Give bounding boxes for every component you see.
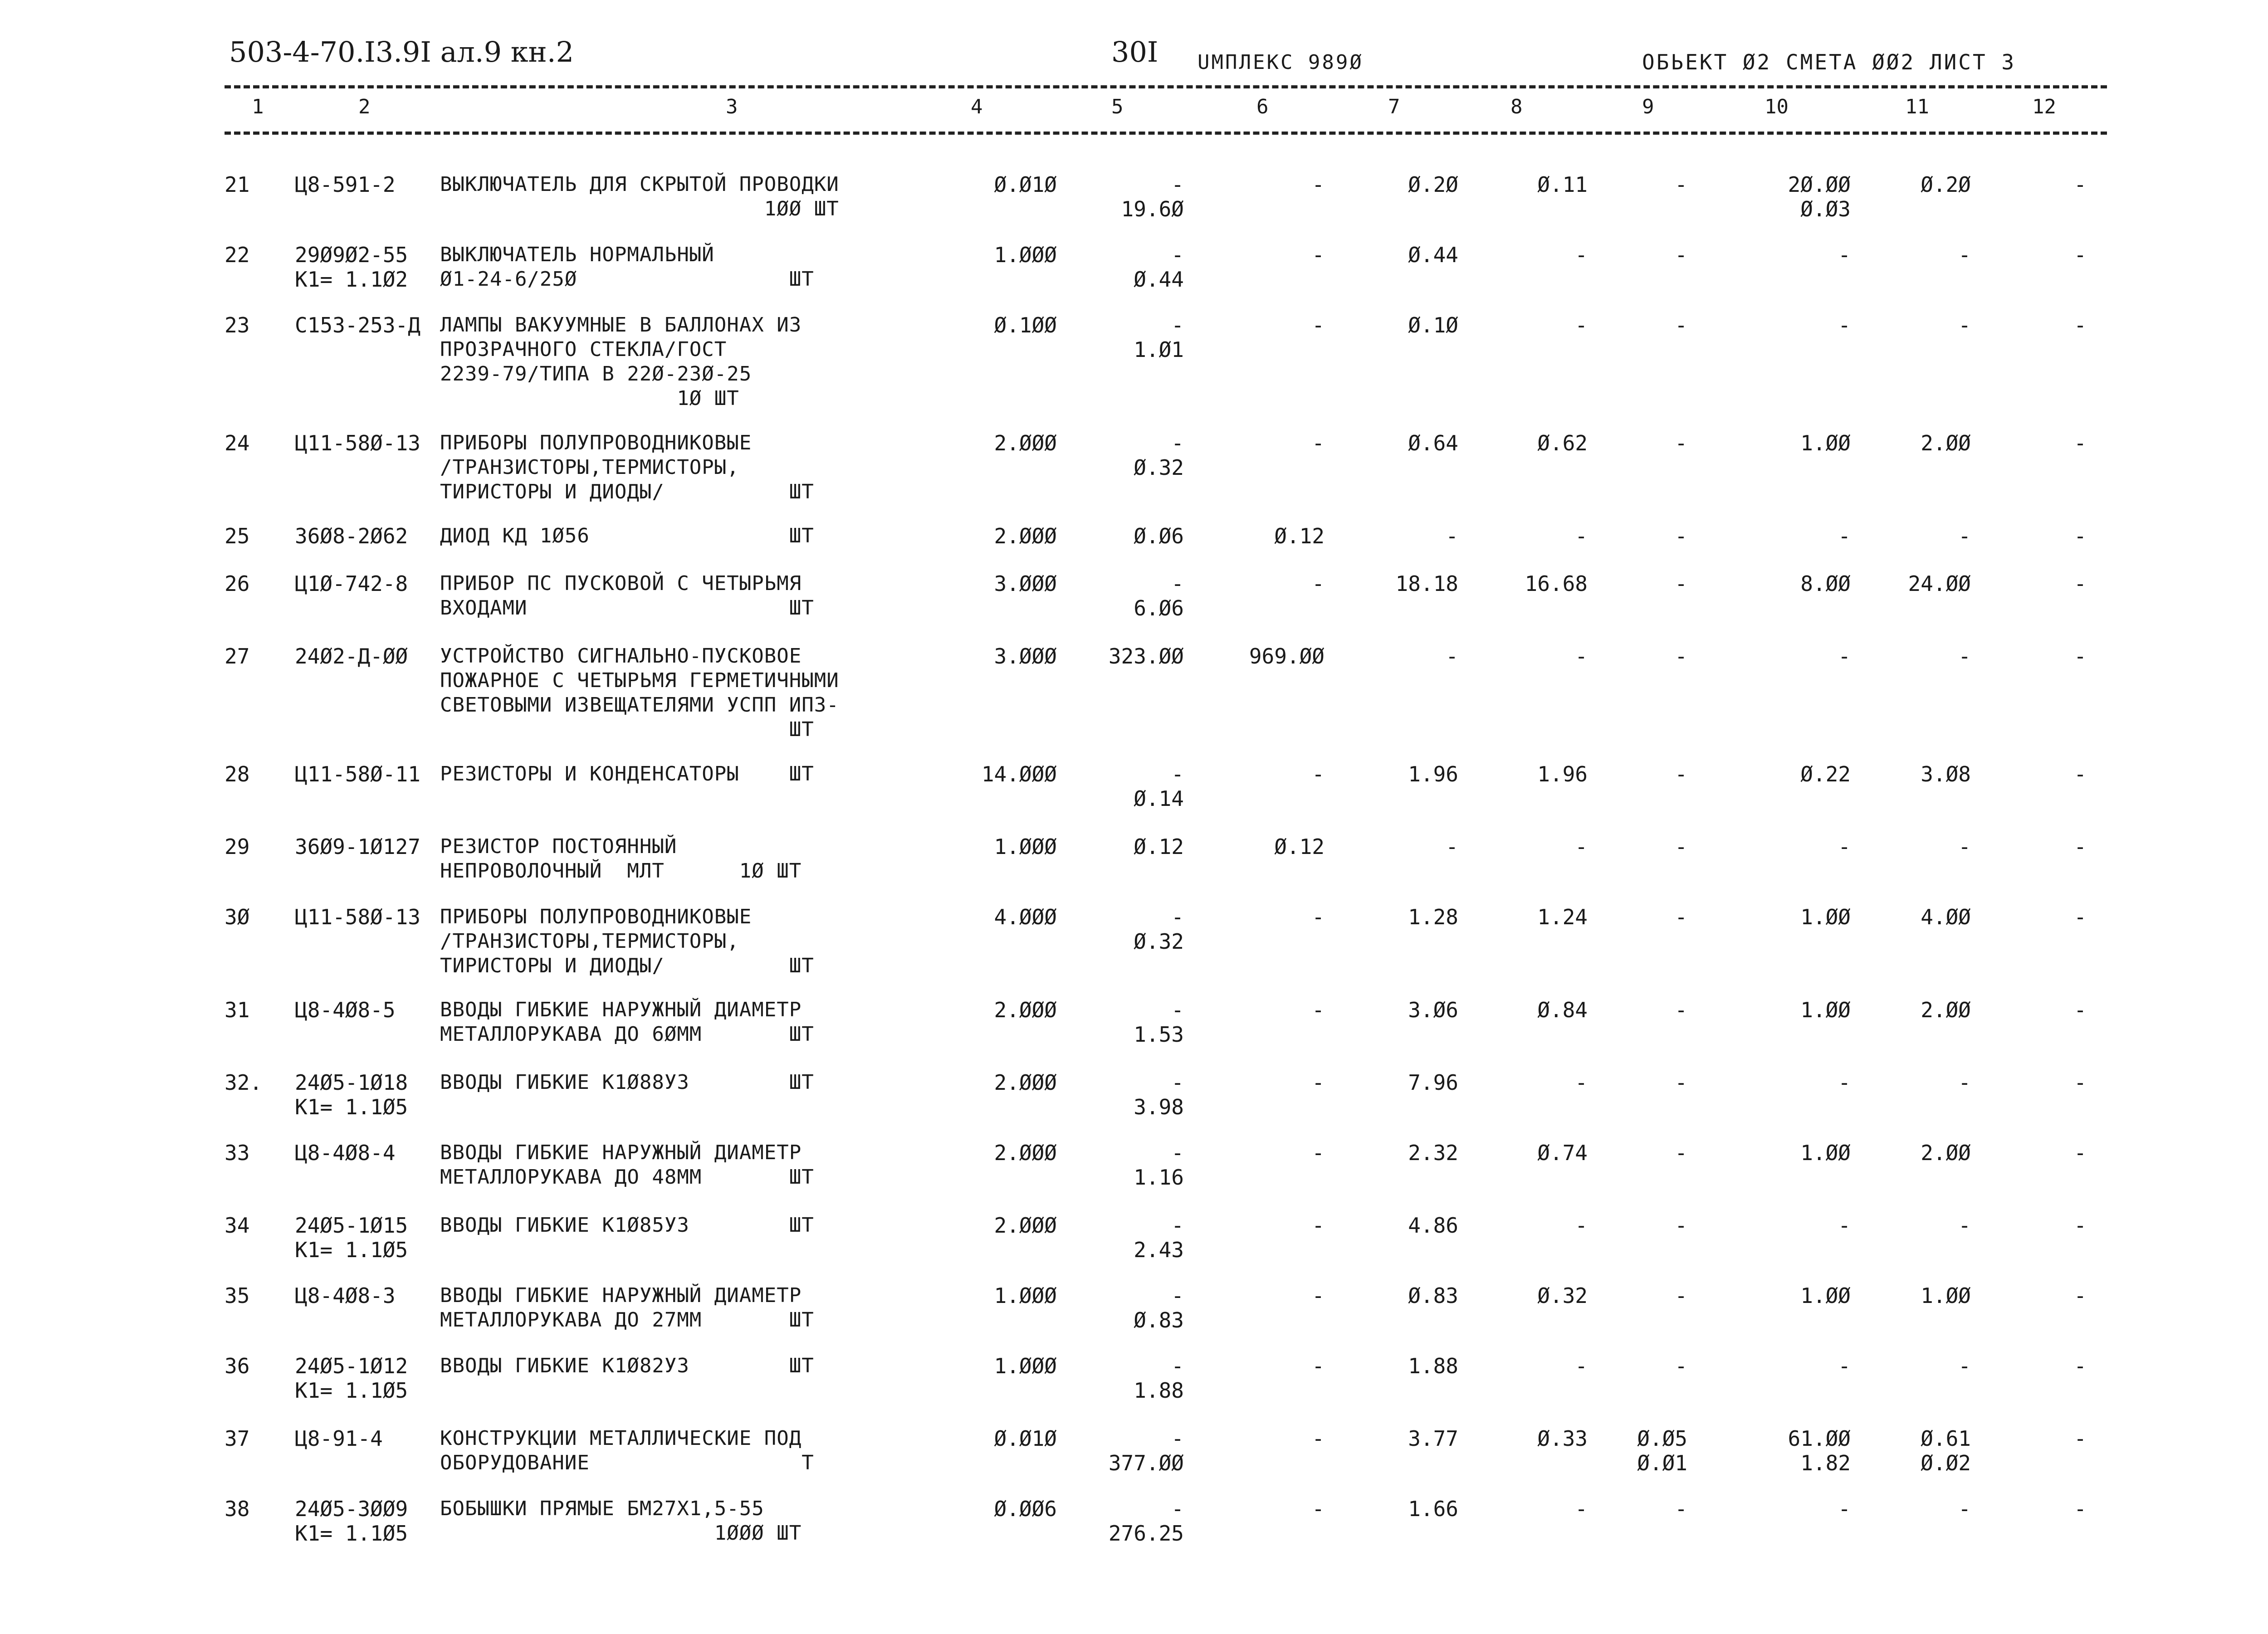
row-code: Ц11-58Ø-11 bbox=[295, 762, 420, 786]
complex-label: UМПЛЕКС 989Ø bbox=[1198, 51, 1364, 74]
cell-col4: 2.ØØØ bbox=[994, 1213, 1057, 1238]
cell-col5: 1.Ø1 bbox=[1134, 337, 1184, 362]
cell-col5: - bbox=[1171, 1283, 1184, 1308]
row-description: 1ØØ ШТ bbox=[440, 197, 839, 220]
cell-col8: 16.68 bbox=[1525, 571, 1588, 596]
row-number: 26 bbox=[225, 571, 250, 596]
row-description: 1Ø ШТ bbox=[440, 387, 739, 410]
cell-col8: Ø.32 bbox=[1537, 1283, 1588, 1308]
row-number: 38 bbox=[225, 1497, 250, 1521]
cell-col8: - bbox=[1575, 524, 1588, 548]
cell-col10: 1.ØØ bbox=[1800, 1141, 1851, 1165]
cell-col5: - bbox=[1171, 905, 1184, 929]
cell-col10: 61.ØØ bbox=[1788, 1426, 1851, 1451]
cell-col10: Ø.22 bbox=[1800, 762, 1851, 786]
cell-col9: - bbox=[1675, 571, 1687, 596]
cell-col11: Ø.2Ø bbox=[1921, 172, 1971, 197]
cell-col5: 1.53 bbox=[1134, 1022, 1184, 1047]
cell-col7: 4.86 bbox=[1408, 1213, 1458, 1238]
cell-col7: Ø.44 bbox=[1408, 243, 1458, 267]
cell-col12: - bbox=[2074, 243, 2087, 267]
row-description: МЕТАЛЛОРУКАВА ДО 27ММ ШТ bbox=[440, 1308, 814, 1332]
row-coefficient: K1= 1.1Ø5 bbox=[295, 1095, 408, 1119]
cell-col9: - bbox=[1675, 1213, 1687, 1238]
cell-col4: Ø.ØØ6 bbox=[994, 1497, 1057, 1521]
cell-col12: - bbox=[2074, 644, 2087, 668]
cell-col4: 1.ØØØ bbox=[994, 243, 1057, 267]
row-description: ШТ bbox=[440, 718, 814, 741]
row-code: Ц8-4Ø8-5 bbox=[295, 998, 396, 1022]
row-code: 24Ø5-1Ø18 bbox=[295, 1070, 408, 1095]
cell-col11: - bbox=[1958, 1070, 1971, 1095]
row-coefficient: K1= 1.1Ø5 bbox=[295, 1521, 408, 1546]
row-code: 36Ø9-1Ø127 bbox=[295, 834, 420, 859]
row-description: ПРИБОРЫ ПОЛУПРОВОДНИКОВЫЕ bbox=[440, 905, 752, 928]
row-coefficient: K1= 1.1Ø5 bbox=[295, 1238, 408, 1262]
cell-col6: Ø.12 bbox=[1274, 524, 1325, 548]
cell-col4: 1.ØØØ bbox=[994, 1283, 1057, 1308]
row-description: РЕЗИСТОРЫ И КОНДЕНСАТОРЫ ШТ bbox=[440, 762, 814, 785]
cell-col5: - bbox=[1171, 1070, 1184, 1095]
cell-col6: - bbox=[1312, 998, 1325, 1022]
cell-col9: - bbox=[1675, 243, 1687, 267]
cell-col5: - bbox=[1171, 1426, 1184, 1451]
cell-col12: - bbox=[2074, 313, 2087, 337]
row-description: ПРИБОРЫ ПОЛУПРОВОДНИКОВЫЕ bbox=[440, 431, 752, 454]
cell-col8: - bbox=[1575, 1070, 1588, 1095]
row-number: 27 bbox=[225, 644, 250, 668]
cell-col10: 1.82 bbox=[1800, 1451, 1851, 1475]
cell-col10: - bbox=[1838, 1354, 1851, 1378]
cell-col5: Ø.14 bbox=[1134, 786, 1184, 811]
cell-col8: - bbox=[1575, 644, 1588, 668]
row-code: 29Ø9Ø2-55 bbox=[295, 243, 408, 267]
cell-col11: - bbox=[1958, 644, 1971, 668]
cell-col11: 4.ØØ bbox=[1921, 905, 1971, 929]
cell-col4: 3.ØØØ bbox=[994, 644, 1057, 668]
cell-col6: 969.ØØ bbox=[1249, 644, 1325, 668]
top-rule bbox=[225, 85, 2107, 88]
row-code: Ц8-91-4 bbox=[295, 1426, 383, 1451]
cell-col11: 2.ØØ bbox=[1921, 998, 1971, 1022]
cell-col4: 1.ØØØ bbox=[994, 834, 1057, 859]
cell-col9: - bbox=[1675, 1141, 1687, 1165]
header-rule bbox=[225, 132, 2107, 135]
row-description: КОНСТРУКЦИИ МЕТАЛЛИЧЕСКИЕ ПОД bbox=[440, 1427, 802, 1450]
cell-col11: Ø.61 bbox=[1921, 1426, 1971, 1451]
row-description: БОБЫШКИ ПРЯМЫЕ БМ27Х1,5-55 bbox=[440, 1497, 764, 1520]
cell-col10: 1.ØØ bbox=[1800, 1283, 1851, 1308]
cell-col6: - bbox=[1312, 905, 1325, 929]
cell-col11: 2.ØØ bbox=[1921, 1141, 1971, 1165]
row-description: РЕЗИСТОР ПОСТОЯННЫЙ bbox=[440, 835, 677, 858]
cell-col5: - bbox=[1171, 172, 1184, 197]
row-description: ВВОДЫ ГИБКИЕ НАРУЖНЫЙ ДИАМЕТР bbox=[440, 998, 802, 1021]
cell-col6: Ø.12 bbox=[1274, 834, 1325, 859]
cell-col5: - bbox=[1171, 1497, 1184, 1521]
cell-col8: Ø.11 bbox=[1537, 172, 1588, 197]
cell-col9: - bbox=[1675, 172, 1687, 197]
row-description: ПОЖАРНОЕ С ЧЕТЫРЬМЯ ГЕРМЕТИЧНЫМИ bbox=[440, 669, 839, 692]
cell-col9: - bbox=[1675, 834, 1687, 859]
cell-col11-line2: Ø.Ø2 bbox=[1921, 1451, 1971, 1475]
row-description: СВЕТОВЫМИ ИЗВЕЩАТЕЛЯМИ УСПП ИПЗ- bbox=[440, 693, 839, 717]
cell-col7: 1.96 bbox=[1408, 762, 1458, 786]
row-description: ВВОДЫ ГИБКИЕ НАРУЖНЫЙ ДИАМЕТР bbox=[440, 1284, 802, 1307]
cell-col12: - bbox=[2074, 571, 2087, 596]
cell-col12: - bbox=[2074, 998, 2087, 1022]
cell-col8: Ø.62 bbox=[1537, 431, 1588, 455]
cell-col6: - bbox=[1312, 243, 1325, 267]
row-number: 24 bbox=[225, 431, 250, 455]
cell-col9: - bbox=[1675, 431, 1687, 455]
cell-col10: - bbox=[1838, 1497, 1851, 1521]
row-description: ВВОДЫ ГИБКИЕ К1Ø88У3 ШТ bbox=[440, 1071, 814, 1094]
page-number: 30I bbox=[1111, 35, 1158, 68]
cell-col9: - bbox=[1675, 762, 1687, 786]
cell-col7: - bbox=[1446, 644, 1458, 668]
cell-col7: 7.96 bbox=[1408, 1070, 1458, 1095]
column-header-10: 10 bbox=[1765, 95, 1789, 118]
cell-col5: Ø.Ø6 bbox=[1134, 524, 1184, 548]
cell-col8: 1.96 bbox=[1537, 762, 1588, 786]
row-code: С153-253-Д bbox=[295, 313, 420, 337]
row-description: 1ØØØ ШТ bbox=[440, 1522, 802, 1545]
cell-col11: - bbox=[1958, 1497, 1971, 1521]
cell-col4: 2.ØØØ bbox=[994, 1141, 1057, 1165]
row-description: ЛАМПЫ ВАКУУМНЫЕ В БАЛЛОНАХ ИЗ bbox=[440, 313, 802, 337]
cell-col12: - bbox=[2074, 1141, 2087, 1165]
cell-col5: Ø.83 bbox=[1134, 1308, 1184, 1332]
cell-col9: - bbox=[1675, 1354, 1687, 1378]
cell-col5: - bbox=[1171, 571, 1184, 596]
cell-col6: - bbox=[1312, 1283, 1325, 1308]
column-header-6: 6 bbox=[1256, 95, 1269, 118]
row-number: 23 bbox=[225, 313, 250, 337]
cell-col5: 3.98 bbox=[1134, 1095, 1184, 1119]
cell-col8: - bbox=[1575, 313, 1588, 337]
row-description: 2239-79/ТИПА В 22Ø-23Ø-25 bbox=[440, 362, 752, 385]
column-header-8: 8 bbox=[1510, 95, 1523, 118]
cell-col6: - bbox=[1312, 1354, 1325, 1378]
cell-col7: Ø.1Ø bbox=[1408, 313, 1458, 337]
cell-col4: 14.ØØØ bbox=[981, 762, 1057, 786]
cell-col9: - bbox=[1675, 1497, 1687, 1521]
row-description: ДИОД КД 1Ø56 ШТ bbox=[440, 524, 814, 547]
cell-col11: 2.ØØ bbox=[1921, 431, 1971, 455]
row-code: 36Ø8-2Ø62 bbox=[295, 524, 408, 548]
row-description: ОБОРУДОВАНИЕ Т bbox=[440, 1451, 814, 1474]
row-description: ВВОДЫ ГИБКИЕ К1Ø82У3 ШТ bbox=[440, 1354, 814, 1377]
cell-col5: 323.ØØ bbox=[1108, 644, 1184, 668]
cell-col10: 8.ØØ bbox=[1800, 571, 1851, 596]
column-header-3: 3 bbox=[726, 95, 738, 118]
cell-col9: Ø.Ø5 bbox=[1637, 1426, 1687, 1451]
row-description: УСТРОЙСТВО СИГНАЛЬНО-ПУСКОВОЕ bbox=[440, 644, 802, 668]
cell-col12: - bbox=[2074, 431, 2087, 455]
column-header-4: 4 bbox=[971, 95, 983, 118]
row-description: НЕПРОВОЛОЧНЫЙ МЛТ 1Ø ШТ bbox=[440, 859, 802, 883]
cell-col6: - bbox=[1312, 762, 1325, 786]
cell-col8: - bbox=[1575, 834, 1588, 859]
cell-col5: 2.43 bbox=[1134, 1238, 1184, 1262]
row-number: 37 bbox=[225, 1426, 250, 1451]
cell-col5: - bbox=[1171, 998, 1184, 1022]
row-coefficient: K1= 1.1Ø5 bbox=[295, 1378, 408, 1403]
row-description: ТИРИСТОРЫ И ДИОДЫ/ ШТ bbox=[440, 954, 814, 977]
cell-col7: Ø.2Ø bbox=[1408, 172, 1458, 197]
row-number: 25 bbox=[225, 524, 250, 548]
cell-col11: - bbox=[1958, 1354, 1971, 1378]
cell-col7: 3.77 bbox=[1408, 1426, 1458, 1451]
cell-col6: - bbox=[1312, 431, 1325, 455]
row-code: 24Ø5-3ØØ9 bbox=[295, 1497, 408, 1521]
row-number: 35 bbox=[225, 1283, 250, 1308]
cell-col12: - bbox=[2074, 1497, 2087, 1521]
cell-col8: 1.24 bbox=[1537, 905, 1588, 929]
cell-col11: 24.ØØ bbox=[1908, 571, 1971, 596]
cell-col10: 1.ØØ bbox=[1800, 431, 1851, 455]
cell-col5: 1.16 bbox=[1134, 1165, 1184, 1190]
row-description: ВЫКЛЮЧАТЕЛЬ ДЛЯ СКРЫТОЙ ПРОВОДКИ bbox=[440, 173, 839, 196]
cell-col10: Ø.Ø3 bbox=[1800, 197, 1851, 221]
cell-col7: 1.66 bbox=[1408, 1497, 1458, 1521]
cell-col7: 18.18 bbox=[1395, 571, 1458, 596]
row-number: 28 bbox=[225, 762, 250, 786]
cell-col7: Ø.83 bbox=[1408, 1283, 1458, 1308]
cell-col10: 1.ØØ bbox=[1800, 905, 1851, 929]
cell-col8: - bbox=[1575, 1497, 1588, 1521]
row-description: Ø1-24-6/25Ø ШТ bbox=[440, 268, 814, 291]
row-code: Ц1Ø-742-8 bbox=[295, 571, 408, 596]
cell-col10: - bbox=[1838, 1213, 1851, 1238]
cell-col11: - bbox=[1958, 524, 1971, 548]
column-header-7: 7 bbox=[1388, 95, 1400, 118]
row-description: МЕТАЛЛОРУКАВА ДО 6ØММ ШТ bbox=[440, 1023, 814, 1046]
cell-col5: Ø.32 bbox=[1134, 455, 1184, 480]
cell-col4: 1.ØØØ bbox=[994, 1354, 1057, 1378]
cell-col5: - bbox=[1171, 1354, 1184, 1378]
cell-col7: - bbox=[1446, 834, 1458, 859]
cell-col12: - bbox=[2074, 172, 2087, 197]
row-code: 24Ø5-1Ø15 bbox=[295, 1213, 408, 1238]
cell-col4: 2.ØØØ bbox=[994, 431, 1057, 455]
cell-col12: - bbox=[2074, 905, 2087, 929]
cell-col5: 19.6Ø bbox=[1121, 197, 1184, 221]
row-code: Ц8-591-2 bbox=[295, 172, 396, 197]
cell-col12: - bbox=[2074, 1426, 2087, 1451]
cell-col7: 2.32 bbox=[1408, 1141, 1458, 1165]
row-code: 24Ø2-Д-ØØ bbox=[295, 644, 408, 668]
cell-col9: - bbox=[1675, 905, 1687, 929]
cell-col5: 1.88 bbox=[1134, 1378, 1184, 1403]
cell-col8: - bbox=[1575, 243, 1588, 267]
row-description: ВВОДЫ ГИБКИЕ НАРУЖНЫЙ ДИАМЕТР bbox=[440, 1141, 802, 1164]
cell-col7: - bbox=[1446, 524, 1458, 548]
cell-col8: Ø.84 bbox=[1537, 998, 1588, 1022]
doc-code: 503-4-70.I3.9I ал.9 кн.2 bbox=[229, 35, 574, 68]
row-coefficient: K1= 1.1Ø2 bbox=[295, 267, 408, 292]
row-description: МЕТАЛЛОРУКАВА ДО 48ММ ШТ bbox=[440, 1166, 814, 1189]
cell-col6: - bbox=[1312, 1141, 1325, 1165]
cell-col11: - bbox=[1958, 243, 1971, 267]
cell-col6: - bbox=[1312, 571, 1325, 596]
cell-col10: - bbox=[1838, 644, 1851, 668]
cell-col9: - bbox=[1675, 313, 1687, 337]
row-description: ПРОЗРАЧНОГО СТЕКЛА/ГОСТ bbox=[440, 338, 727, 361]
cell-col5: - bbox=[1171, 1213, 1184, 1238]
column-header-2: 2 bbox=[358, 95, 371, 118]
row-description: ВВОДЫ ГИБКИЕ К1Ø85У3 ШТ bbox=[440, 1214, 814, 1237]
cell-col8: Ø.74 bbox=[1537, 1141, 1588, 1165]
cell-col7: 3.Ø6 bbox=[1408, 998, 1458, 1022]
cell-col10: - bbox=[1838, 834, 1851, 859]
cell-col5: Ø.12 bbox=[1134, 834, 1184, 859]
cell-col11: - bbox=[1958, 1213, 1971, 1238]
cell-col9-line2: Ø.Ø1 bbox=[1637, 1451, 1687, 1475]
cell-col5: 6.Ø6 bbox=[1134, 596, 1184, 620]
row-description: ВХОДАМИ ШТ bbox=[440, 596, 814, 619]
cell-col5: Ø.44 bbox=[1134, 267, 1184, 292]
cell-col4: 2.ØØØ bbox=[994, 1070, 1057, 1095]
cell-col12: - bbox=[2074, 1213, 2087, 1238]
row-code: Ц8-4Ø8-3 bbox=[295, 1283, 396, 1308]
cell-col4: 2.ØØØ bbox=[994, 524, 1057, 548]
cell-col5: Ø.32 bbox=[1134, 929, 1184, 954]
cell-col7: Ø.64 bbox=[1408, 431, 1458, 455]
cell-col12: - bbox=[2074, 1283, 2087, 1308]
cell-col4: 3.ØØØ bbox=[994, 571, 1057, 596]
object-label: ОБЬЕКТ Ø2 СМЕТА ØØ2 ЛИСТ 3 bbox=[1642, 50, 2016, 74]
cell-col10: - bbox=[1838, 524, 1851, 548]
cell-col10: - bbox=[1838, 243, 1851, 267]
cell-col5: - bbox=[1171, 313, 1184, 337]
cell-col11: - bbox=[1958, 834, 1971, 859]
row-number: 32. bbox=[225, 1070, 263, 1095]
cell-col5: - bbox=[1171, 1141, 1184, 1165]
cell-col7: 1.88 bbox=[1408, 1354, 1458, 1378]
cell-col4: Ø.Ø1Ø bbox=[994, 172, 1057, 197]
row-code: Ц11-58Ø-13 bbox=[295, 431, 420, 455]
cell-col5: - bbox=[1171, 762, 1184, 786]
column-header-12: 12 bbox=[2032, 95, 2056, 118]
cell-col6: - bbox=[1312, 1070, 1325, 1095]
cell-col12: - bbox=[2074, 762, 2087, 786]
row-description: ТИРИСТОРЫ И ДИОДЫ/ ШТ bbox=[440, 480, 814, 503]
cell-col12: - bbox=[2074, 1354, 2087, 1378]
cell-col10: - bbox=[1838, 313, 1851, 337]
row-number: 31 bbox=[225, 998, 250, 1022]
cell-col6: - bbox=[1312, 1426, 1325, 1451]
cell-col6: - bbox=[1312, 1497, 1325, 1521]
cell-col5: 377.ØØ bbox=[1108, 1451, 1184, 1475]
cell-col9: - bbox=[1675, 524, 1687, 548]
cell-col9: - bbox=[1675, 1070, 1687, 1095]
row-number: 34 bbox=[225, 1213, 250, 1238]
cell-col4: Ø.Ø1Ø bbox=[994, 1426, 1057, 1451]
row-code: Ц8-4Ø8-4 bbox=[295, 1141, 396, 1165]
row-description: /ТРАНЗИСТОРЫ,ТЕРМИСТОРЫ, bbox=[440, 456, 739, 479]
cell-col12: - bbox=[2074, 1070, 2087, 1095]
cell-col6: - bbox=[1312, 313, 1325, 337]
cell-col6: - bbox=[1312, 172, 1325, 197]
cell-col10: 1.ØØ bbox=[1800, 998, 1851, 1022]
row-description: ВЫКЛЮЧАТЕЛЬ НОРМАЛЬНЫЙ bbox=[440, 243, 714, 266]
cell-col7: 1.28 bbox=[1408, 905, 1458, 929]
row-number: 33 bbox=[225, 1141, 250, 1165]
cell-col12: - bbox=[2074, 834, 2087, 859]
cell-col8: Ø.33 bbox=[1537, 1426, 1588, 1451]
cell-col8: - bbox=[1575, 1354, 1588, 1378]
cell-col5: - bbox=[1171, 431, 1184, 455]
cell-col9: - bbox=[1675, 1283, 1687, 1308]
row-number: 21 bbox=[225, 172, 250, 197]
row-number: 29 bbox=[225, 834, 250, 859]
cell-col10: 2Ø.ØØ bbox=[1788, 172, 1851, 197]
row-number: 36 bbox=[225, 1354, 250, 1378]
row-number: 3Ø bbox=[225, 905, 250, 929]
cell-col6: - bbox=[1312, 1213, 1325, 1238]
cell-col5: 276.25 bbox=[1108, 1521, 1184, 1546]
row-code: 24Ø5-1Ø12 bbox=[295, 1354, 408, 1378]
column-header-9: 9 bbox=[1642, 95, 1654, 118]
cell-col11: 1.ØØ bbox=[1921, 1283, 1971, 1308]
row-description: ПРИБОР ПС ПУСКОВОЙ С ЧЕТЫРЬМЯ bbox=[440, 572, 802, 595]
cell-col5: - bbox=[1171, 243, 1184, 267]
row-description: /ТРАНЗИСТОРЫ,ТЕРМИСТОРЫ, bbox=[440, 930, 739, 953]
column-header-1: 1 bbox=[252, 95, 264, 118]
cell-col9: - bbox=[1675, 644, 1687, 668]
row-number: 22 bbox=[225, 243, 250, 267]
column-header-11: 11 bbox=[1905, 95, 1929, 118]
cell-col8: - bbox=[1575, 1213, 1588, 1238]
cell-col11: 3.Ø8 bbox=[1921, 762, 1971, 786]
cell-col4: Ø.1ØØ bbox=[994, 313, 1057, 337]
cell-col12: - bbox=[2074, 524, 2087, 548]
cell-col9: - bbox=[1675, 998, 1687, 1022]
cell-col10: - bbox=[1838, 1070, 1851, 1095]
cell-col4: 2.ØØØ bbox=[994, 998, 1057, 1022]
column-header-5: 5 bbox=[1111, 95, 1124, 118]
row-code: Ц11-58Ø-13 bbox=[295, 905, 420, 929]
cell-col11: - bbox=[1958, 313, 1971, 337]
cell-col4: 4.ØØØ bbox=[994, 905, 1057, 929]
